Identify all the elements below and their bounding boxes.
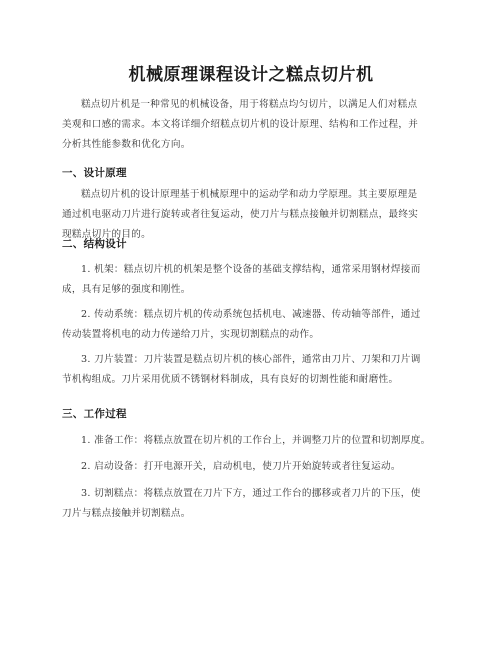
paragraph-line: 糕点切片机是一种常见的机械设备，用于将糕点均匀切片，以满足人们对糕点 [81, 99, 418, 110]
paragraph-line: 2. 传动系统：糕点切片机的传动系统包括机电、减速器、传动轴等部件，通过 [81, 309, 421, 320]
paragraph-line: 1. 准备工作：将糕点放置在切片机的工作台上，并调整刀片的位置和切割厚度。 [81, 435, 431, 446]
paragraph-line: 3. 切割糕点：将糕点放置在刀片下方，通过工作台的挪移或者刀片的下压，使 [81, 488, 421, 499]
section-heading: 二、结构设计 [62, 238, 127, 250]
paragraph-line: 节机构组成。刀片采用优质不锈钢材料制成，具有良好的切割性能和耐磨性。 [62, 374, 399, 385]
paragraph-line: 1. 机架：糕点切片机的机架是整个设备的基础支撑结构，通常采用钢材焊接而 [81, 264, 421, 275]
paragraph-line: 现糕点切片的目的。 [62, 229, 152, 240]
section-paragraph [62, 260, 440, 300]
section-paragraph [62, 305, 440, 345]
paragraph-line: 2. 启动设备：打开电源开关，启动机电，使刀片开始旋转或者往复运动。 [81, 461, 401, 472]
document-title: 机械原理课程设计之糕点切片机 [128, 65, 374, 85]
paragraph-line: 传动装置将机电的动力传递给刀片，实现切割糕点的动作。 [62, 329, 320, 340]
paragraph-line: 糕点切片机的设计原理基于机械原理中的运动学和动力学原理。其主要原理是 [81, 189, 418, 200]
paragraph-line: 美观和口感的需求。本文将详细介绍糕点切片机的设计原理、结构和工作过程，并 [62, 119, 419, 130]
intro-paragraph [62, 95, 440, 155]
paragraph-line: 3. 刀片装置：刀片装置是糕点切片机的核心部件，通常由刀片、刀架和刀片调 [81, 354, 421, 365]
section-heading: 三、工作过程 [62, 408, 127, 420]
paragraph-line: 刀片与糕点接触并切割糕点。 [62, 508, 191, 519]
section-paragraph [62, 484, 440, 524]
paragraph-line: 成，具有足够的强度和刚性。 [62, 284, 191, 295]
paragraph-line: 分析其性能参数和优化方向。 [62, 139, 191, 150]
paragraph-line: 通过机电驱动刀片进行旋转或者往复运动，使刀片与糕点接触并切割糕点，最终实 [62, 209, 419, 220]
section-paragraph [62, 431, 440, 451]
section-paragraph [62, 350, 440, 390]
section-paragraph [62, 457, 440, 477]
section-heading: 一、设计原理 [62, 167, 127, 179]
